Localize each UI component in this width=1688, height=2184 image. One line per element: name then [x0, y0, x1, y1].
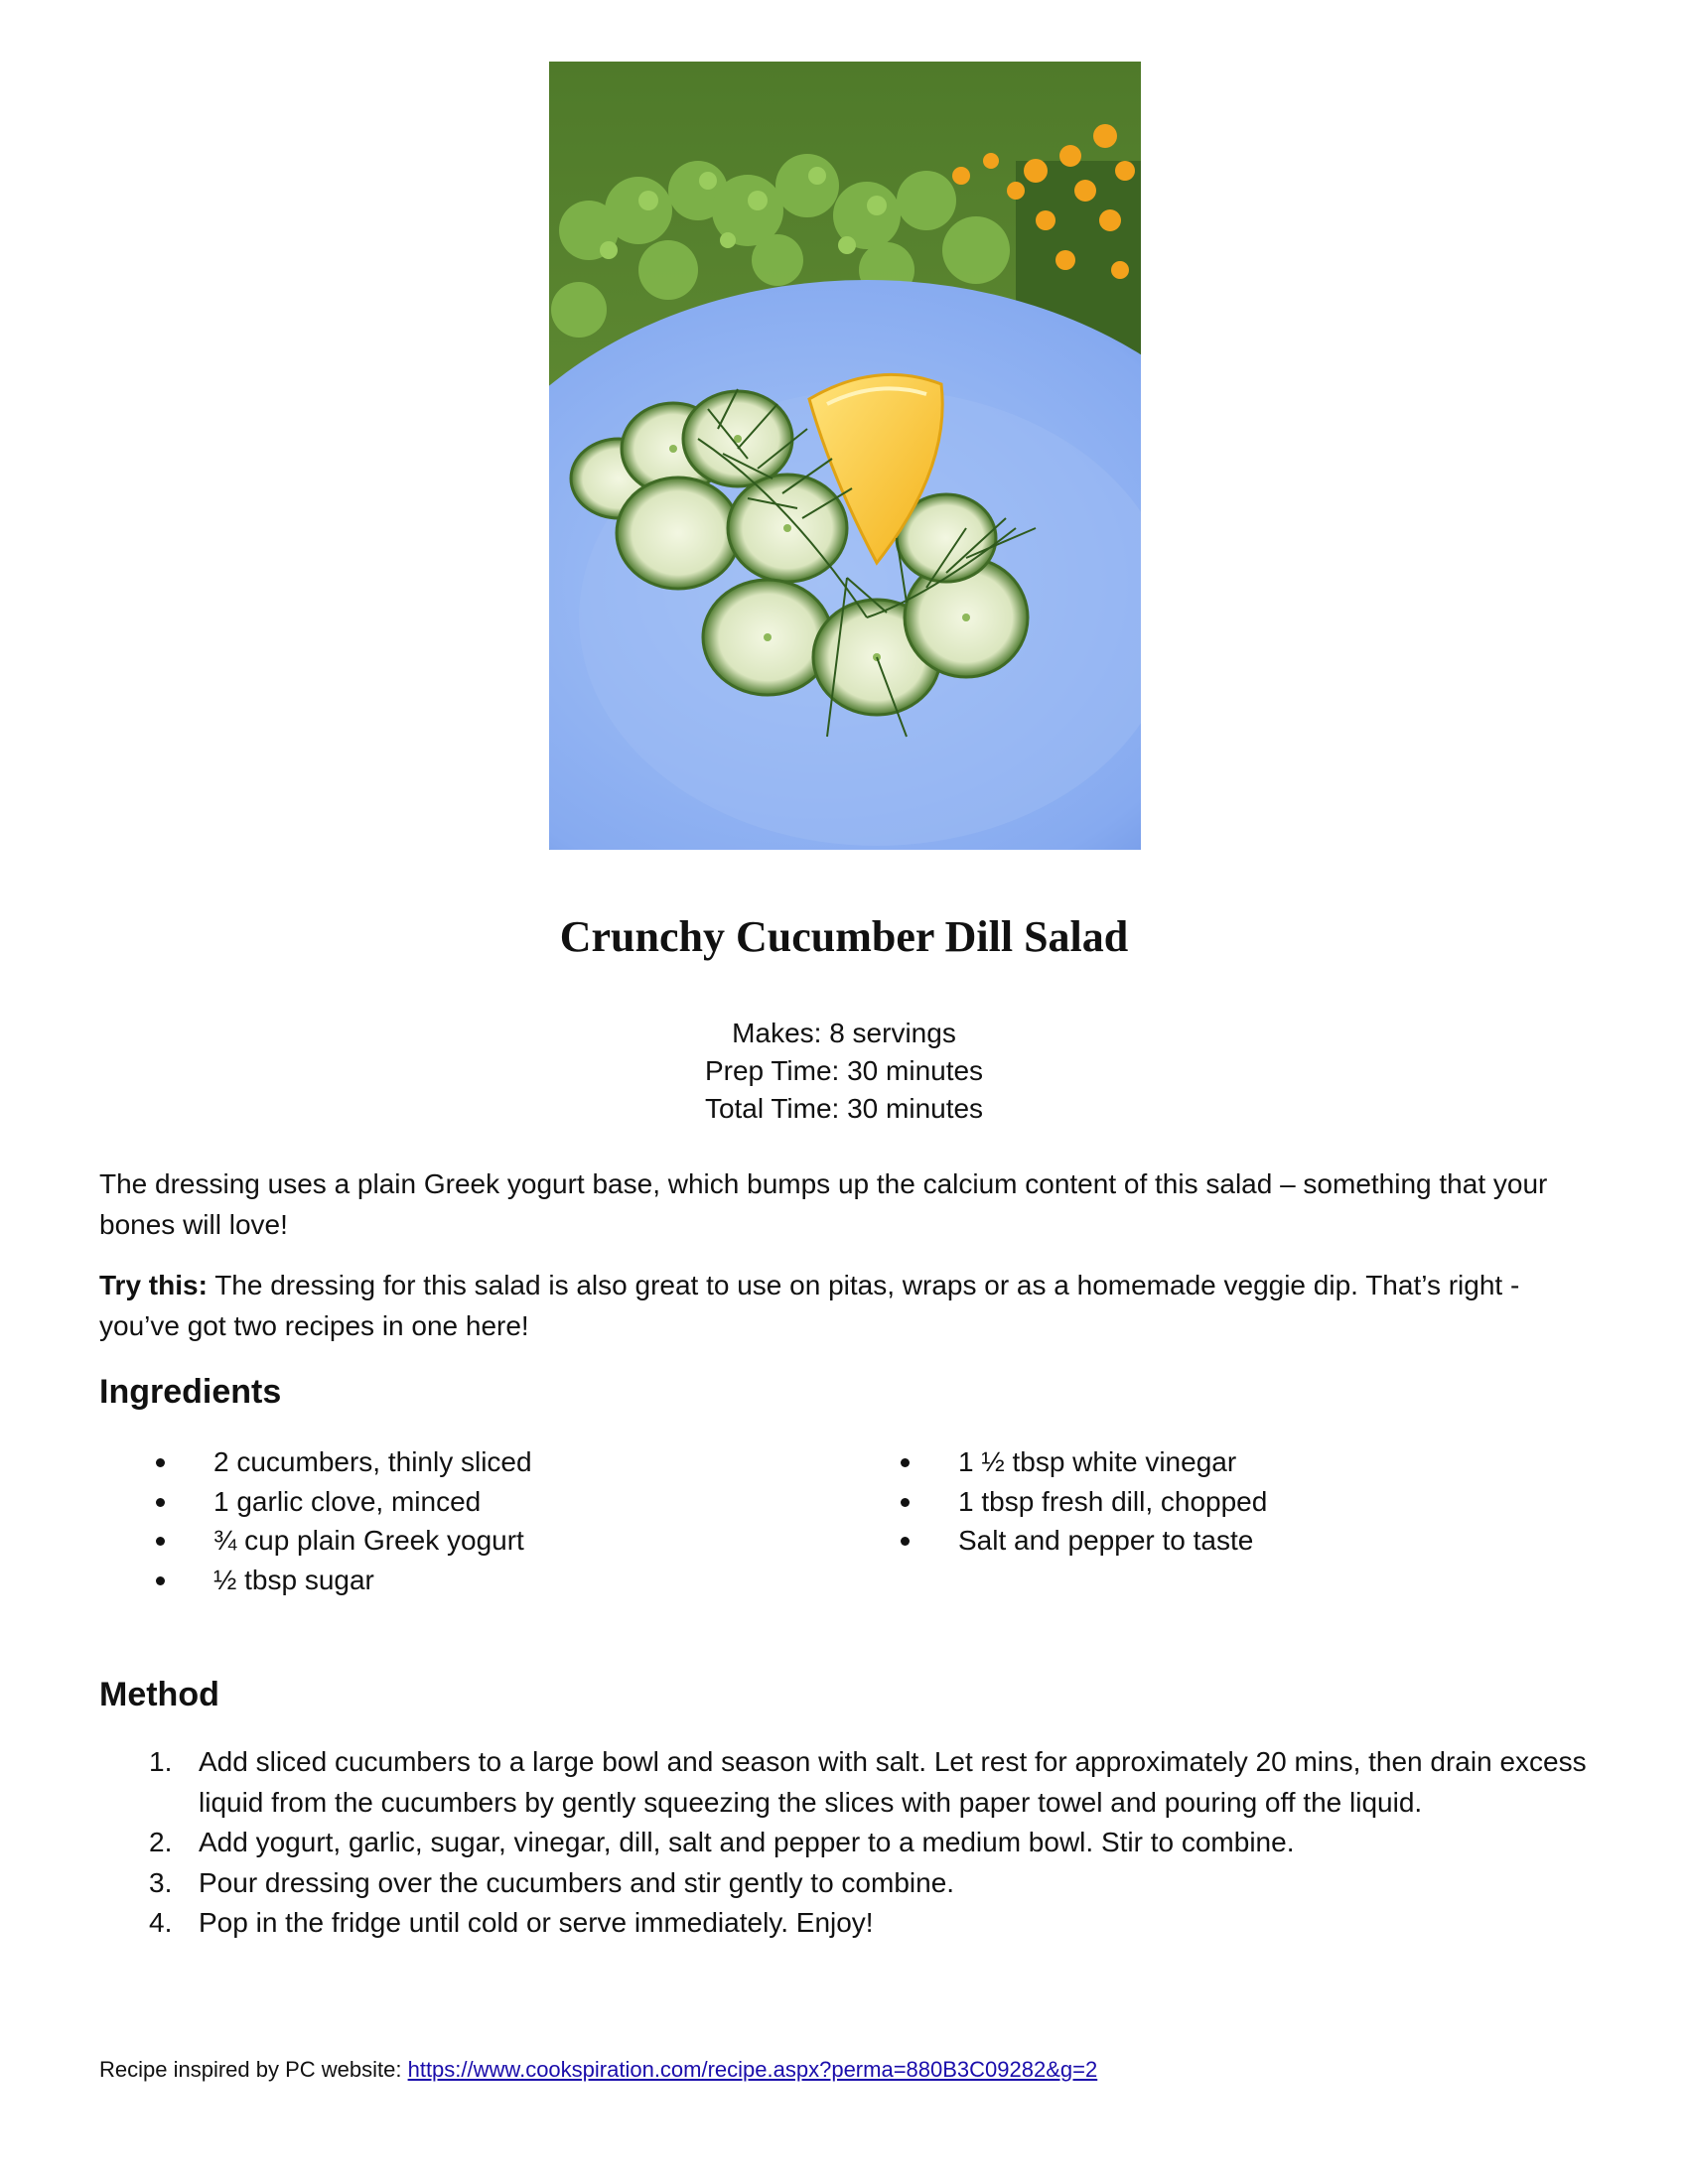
prep-time-text: Prep Time: 30 minutes — [704, 1055, 984, 1086]
method-steps — [99, 1742, 1609, 1944]
step-number: 3. — [149, 1866, 173, 1898]
method-step — [99, 1823, 1609, 1863]
method-step — [99, 1903, 1609, 1944]
salad-photo — [549, 62, 1141, 850]
ingredient-item: ¾ cup plain Greek yogurt — [164, 1521, 859, 1561]
step-text: Add sliced cucumbers to a large bowl and season with salt. Let rest for approximately 20 mins, then drain excess liquid from the cucumbers by gently squeezing the slices with paper towel and pouring off the liquid. — [199, 1746, 1587, 1818]
ingredient-item: 1 tbsp fresh dill, chopped — [909, 1482, 1604, 1522]
try-this-paragraph — [99, 1265, 1599, 1346]
footer-credit — [99, 2057, 1097, 2083]
step-number: 2. — [149, 1827, 173, 1857]
ingredient-item: Salt and pepper to taste — [909, 1521, 1604, 1561]
step-text: Pop in the fridge until cold or serve immediately. Enjoy! — [199, 1907, 874, 1938]
try-this-label: Try this: — [99, 1270, 208, 1300]
ingredient-item: ½ tbsp sugar — [164, 1561, 859, 1600]
intro-paragraph: The dressing uses a plain Greek yogurt base, which bumps up the calcium content of this salad – something that your bones will love! — [99, 1168, 1548, 1240]
try-this-text: The dressing for this salad is also great to use on pitas, wraps or as a homemade veggie dip. That’s right - you’ve got two recipes in one here! — [99, 1270, 1520, 1341]
recipe-meta — [0, 1015, 1688, 1128]
ingredient-item: 2 cucumbers, thinly sliced — [164, 1442, 859, 1482]
method-heading: Method — [99, 1676, 219, 1713]
method-step — [99, 1742, 1609, 1823]
ingredients-heading: Ingredients — [99, 1373, 282, 1411]
step-number: 1. — [149, 1746, 173, 1777]
ingredient-item: 1 ½ tbsp white vinegar — [909, 1442, 1604, 1482]
method-step — [99, 1863, 1609, 1904]
step-text: Add yogurt, garlic, sugar, vinegar, dill, salt and pepper to a medium bowl. Stir to combine. — [199, 1827, 1295, 1857]
ingredients-list-left — [164, 1442, 859, 1599]
ingredient-item: 1 garlic clove, minced — [164, 1482, 859, 1522]
total-time-text: Total Time: 30 minutes — [704, 1093, 984, 1124]
step-number: 4. — [149, 1907, 173, 1938]
step-text: Pour dressing over the cucumbers and stir gently to combine. — [199, 1866, 955, 1898]
source-link[interactable]: https://www.cookspiration.com/recipe.aspx?perma=880B3C09282&g=2 — [407, 2057, 1098, 2082]
servings-text: Makes: 8 servings — [732, 1018, 956, 1048]
footer-label: Recipe inspired by PC website: — [99, 2057, 408, 2082]
recipe-title: Crunchy Cucumber Dill Salad — [559, 912, 1129, 961]
ingredients-list-right — [909, 1442, 1604, 1561]
